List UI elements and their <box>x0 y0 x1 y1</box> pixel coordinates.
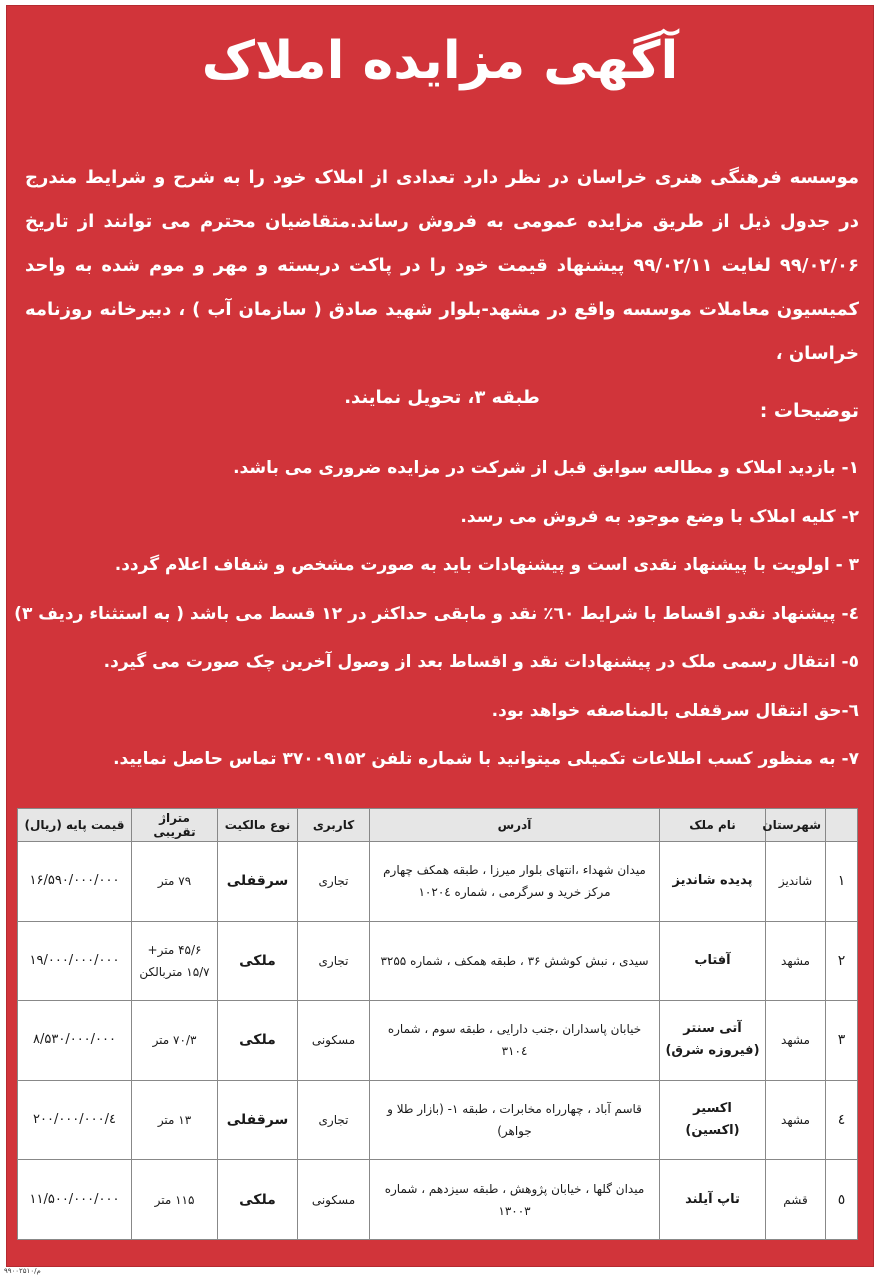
row-usage: تجاری <box>298 1080 370 1160</box>
row-name: تاپ آیلند <box>660 1160 766 1240</box>
header-price: قیمت پایه (ریال) <box>18 809 132 842</box>
row-city: مشهد <box>766 921 826 1001</box>
header-usage: کاربری <box>298 809 370 842</box>
row-area: ۷۰/۳ متر <box>132 1001 218 1081</box>
row-price: ٤/۲۰۰/۰۰۰/۰۰۰ <box>18 1080 132 1160</box>
row-city: مشهد <box>766 1001 826 1081</box>
row-address: قاسم آباد ، چهارراه مخابرات ، طبقه ۱- (بازار طلا و جواهر) <box>370 1080 660 1160</box>
row-city: قشم <box>766 1160 826 1240</box>
row-index: ٤ <box>826 1080 858 1160</box>
row-name: آفتاب <box>660 921 766 1001</box>
header-index <box>826 809 858 842</box>
row-address: سیدی ، نبش کوشش ۳۶ ، طبقه همکف ، شماره ۳۲۵۵ <box>370 921 660 1001</box>
note-item: ۱- بازدید املاک و مطالعه سوابق قبل از شرکت در مزایده ضروری می باشد. <box>233 458 859 478</box>
row-address: میدان گلها ، خیابان پژوهش ، طبقه سیزدهم ، شماره ۱۳۰۰۳ <box>370 1160 660 1240</box>
header-name: نام ملک <box>660 809 766 842</box>
note-item: ۳ - اولویت با پیشنهاد نقدی است و پیشنهادات باید به صورت مشخص و شفاف اعلام گردد. <box>114 555 859 575</box>
note-item: ٥- انتقال رسمی ملک در پیشنهادات نقد و اقساط بعد از وصول آخرین چک صورت می گیرد. <box>103 652 859 672</box>
row-area: ۱۱۵ متر <box>132 1160 218 1240</box>
table-row <box>18 1080 858 1160</box>
table-header-row <box>18 809 858 842</box>
row-price: ۱۱/۵۰۰/۰۰۰/۰۰۰ <box>18 1160 132 1240</box>
row-ownership: سرقفلی <box>218 842 298 922</box>
row-area: ۴۵/۶ متر+ ۱۵/۷ متربالکن <box>132 921 218 1001</box>
properties-table-wrapper <box>17 808 857 1240</box>
intro-paragraph <box>25 156 859 420</box>
table-row <box>18 1160 858 1240</box>
row-usage: تجاری <box>298 921 370 1001</box>
row-name: پدیده شاندیز <box>660 842 766 922</box>
row-address: میدان شهداء ،انتهای بلوار میرزا ، طبقه همکف چهارم مرکز خرید و سرگرمی ، شماره ۱۰۲۰٤ <box>370 842 660 922</box>
row-address: خیابان پاسداران ،جنب دارایی ، طبقه سوم ، شماره ۳۱۰٤ <box>370 1001 660 1081</box>
row-price: ۱۶/۵۹۰/۰۰۰/۰۰۰ <box>18 842 132 922</box>
row-index: ۳ <box>826 1001 858 1081</box>
table-row <box>18 1001 858 1081</box>
header-city: شهرستان <box>766 809 826 842</box>
row-ownership: ملکی <box>218 1001 298 1081</box>
properties-table <box>17 808 858 1240</box>
header-area: متراژ تقریبی <box>132 809 218 842</box>
notes-list <box>14 448 859 788</box>
row-area: ۱۳ متر <box>132 1080 218 1160</box>
note-item: ۷- به منظور کسب اطلاعات تکمیلی میتوانید با شماره تلفن ۳۷۰۰۹۱۵۲ تماس حاصل نمایید. <box>113 749 859 769</box>
row-usage: مسکونی <box>298 1160 370 1240</box>
row-ownership: سرقفلی <box>218 1080 298 1160</box>
header-ownership: نوع مالکیت <box>218 809 298 842</box>
row-city: مشهد <box>766 1080 826 1160</box>
notes-heading: توضیحات : <box>759 400 859 422</box>
note-item: ٤- پیشنهاد نقدو اقساط با شرایط ٦۰٪ نقد و مابقی حداکثر در ۱۲ قسط می باشد ( به استثناء ردیف ۳) <box>14 603 859 624</box>
table-row <box>18 842 858 922</box>
header-address: آدرس <box>370 809 660 842</box>
row-price: ۱۹/۰۰۰/۰۰۰/۰۰۰ <box>18 921 132 1001</box>
row-index: ۲ <box>826 921 858 1001</box>
table-row <box>18 921 858 1001</box>
row-index: ٥ <box>826 1160 858 1240</box>
intro-text: موسسه فرهنگی هنری خراسان در نظر دارد تعدادی از املاک خود را به شرح و شرایط مندرج در جدول ذیل از طریق مزایده عمومی به فروش رساند.متقاضیان محترم می توانند از تاریخ ۹۹/۰۲/۰۶ لغایت ۹۹/۰۲/۱۱ پیشنهاد قیمت خود را در پاکت دربسته و مهر و موم شده به واحد کمیسیون معاملات موسسه واقع در مشهد-بلوار شهید صادق ( سازمان آب ) ، دبیرخانه روزنامه خراسان ، <box>25 167 859 364</box>
row-ownership: ملکی <box>218 921 298 1001</box>
notice-title: آگهی مزایده املاک <box>201 31 679 91</box>
row-name: آتی سنتر (فیروزه شرق) <box>660 1001 766 1081</box>
row-usage: تجاری <box>298 842 370 922</box>
row-price: ۸/۵۳۰/۰۰۰/۰۰۰ <box>18 1001 132 1081</box>
row-city: شاندیز <box>766 842 826 922</box>
note-item: ۲- کلیه املاک با وضع موجود به فروش می رسد. <box>460 506 859 527</box>
intro-last-line: طبقه ۳، تحویل نمایند. <box>344 387 540 408</box>
row-area: ۷۹ متر <box>132 842 218 922</box>
row-index: ۱ <box>826 842 858 922</box>
ad-code: ۹۹۰۰۲۵۱۰/م <box>4 1267 41 1275</box>
row-usage: مسکونی <box>298 1001 370 1081</box>
row-name: اکسیر (اکسین) <box>660 1080 766 1160</box>
note-item: ٦-حق انتقال سرقفلی بالمناصفه خواهد بود. <box>491 700 859 721</box>
row-ownership: ملکی <box>218 1160 298 1240</box>
